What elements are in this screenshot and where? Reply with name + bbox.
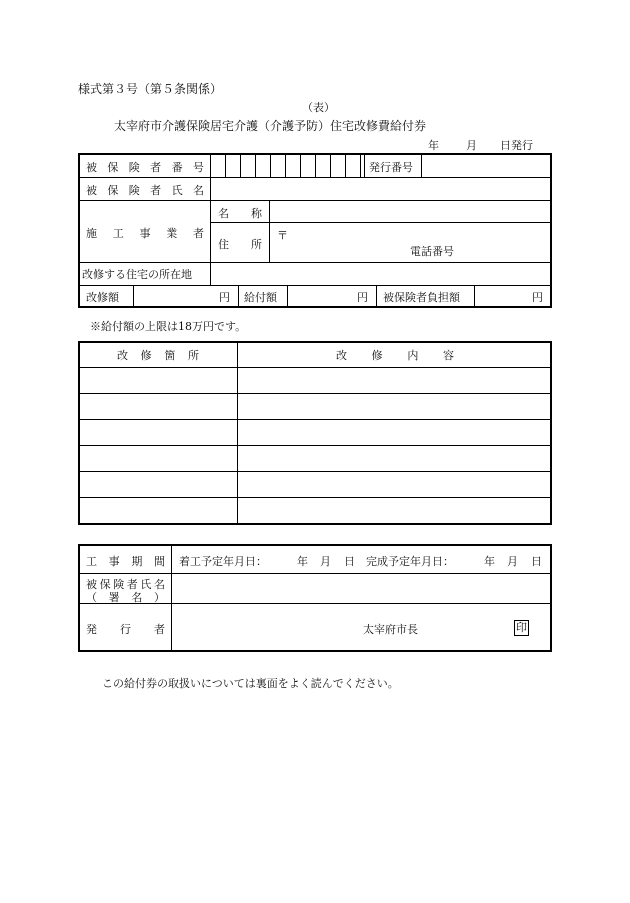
start-month: 月: [320, 555, 331, 568]
cost-yen: 円: [219, 291, 230, 304]
insured-number-label: 被 保 険 者 番 号: [86, 161, 204, 174]
benefit-label: 給付額: [244, 291, 277, 304]
benefit-limit-note: ※給付額の上限は18万円です。: [90, 320, 247, 333]
location-label: 改修する住宅の所在地: [82, 268, 192, 281]
postal-mark: 〒: [277, 229, 288, 242]
mayor-title: 太宰府市長: [363, 623, 418, 636]
company-name-label: 名 称: [218, 207, 262, 220]
footer-instruction: この給付券の取扱いについては裏面をよく読んでください。: [102, 677, 399, 690]
benefit-yen: 円: [357, 291, 368, 304]
end-date-label: 完成予定年月日：: [366, 555, 454, 568]
burden-label: 被保険者負担額: [383, 291, 460, 304]
address-label: 住 所: [218, 238, 262, 251]
insured-name-label: 被 保 険 者 氏 名: [86, 184, 204, 197]
signature-label: 被 保 険 者 氏 名: [86, 578, 165, 591]
start-year: 年: [297, 555, 308, 568]
signature-sublabel: （ 署 名 ）: [86, 591, 165, 604]
issue-number-label: 発行番号: [369, 161, 413, 174]
start-day: 日: [344, 555, 355, 568]
phone-label: 電話番号: [410, 245, 454, 258]
end-day: 日: [531, 555, 542, 568]
issue-day-label: 日発行: [500, 139, 533, 152]
end-month: 月: [507, 555, 518, 568]
issue-year-label: 年: [428, 139, 439, 152]
seal-mark: 印: [516, 621, 527, 634]
burden-yen: 円: [532, 291, 543, 304]
issuer-label: 発 行 者: [86, 623, 165, 636]
side-label: （表）: [302, 101, 335, 114]
contractor-label: 施 工 事 業 者: [86, 227, 204, 240]
issue-month-label: 月: [466, 139, 477, 152]
renovation-content-header: 改 修 内 容: [336, 349, 454, 362]
form-title: 太宰府市介護保険居宅介護（介護予防）住宅改修費給付券: [114, 119, 427, 133]
renovation-location-header: 改 修 箇 所: [117, 349, 199, 362]
end-year: 年: [484, 555, 495, 568]
form-reference: 様式第３号（第５条関係）: [78, 82, 223, 96]
cost-label: 改修額: [86, 291, 119, 304]
start-date-label: 着工予定年月日：: [179, 555, 267, 568]
construction-period-label: 工 事 期 間: [86, 555, 165, 568]
